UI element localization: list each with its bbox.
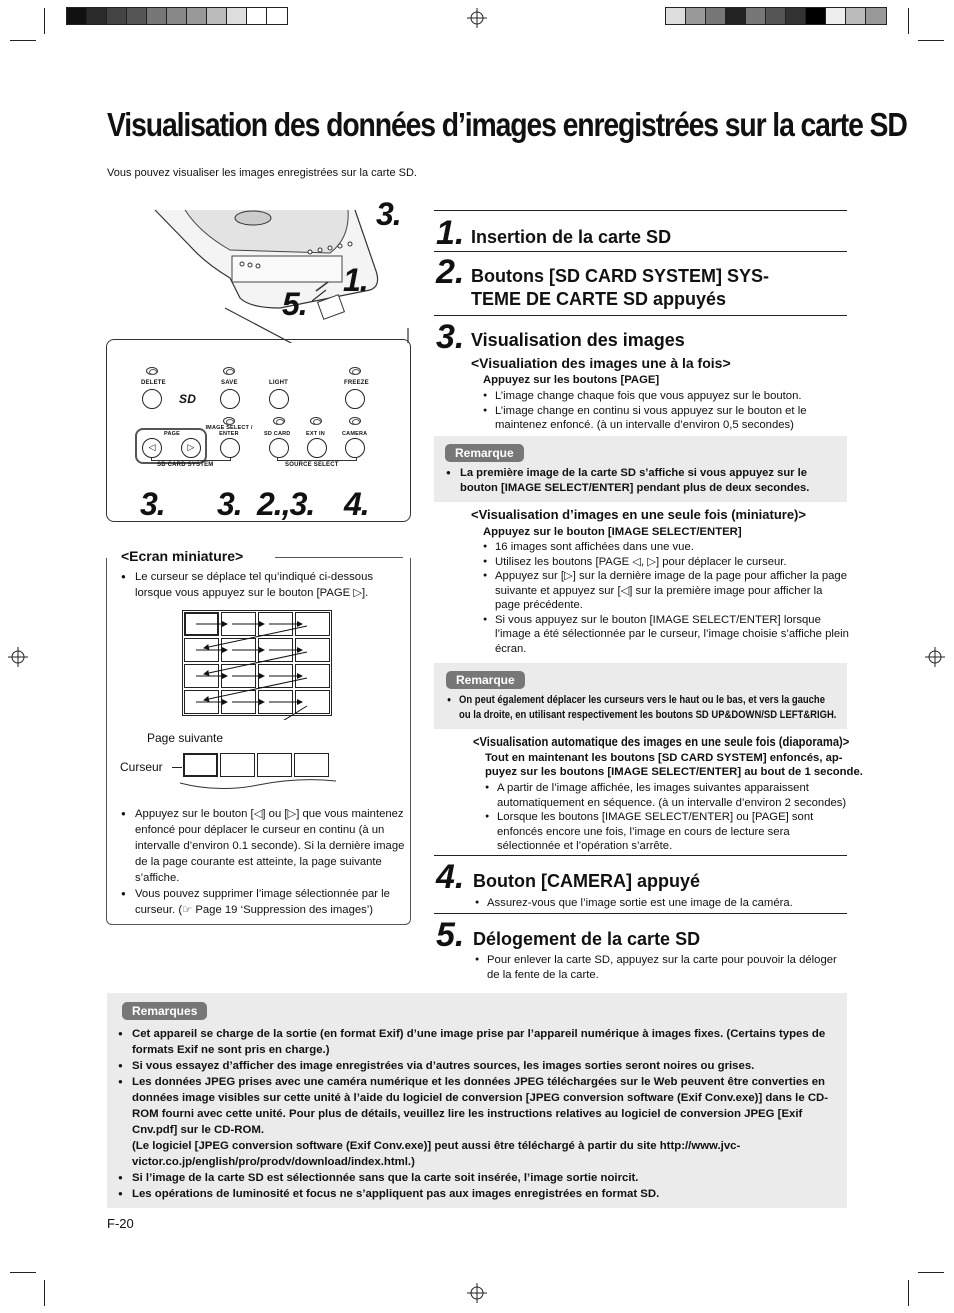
camera-button[interactable] [345,438,365,458]
led-indicator-icon [223,417,235,425]
save-label: SAVE [221,380,238,386]
sd-card-system-label: SD CARD SYSTEM [157,462,214,468]
registration-mark-icon [467,1283,487,1303]
step-3-title: Visualisation des images [471,330,685,350]
divider [275,557,403,558]
step-2-title-line1: Boutons [SD CARD SYSTEM] SYS- [471,266,770,286]
step-divider [434,251,847,252]
diagram-step-4: 4. [344,486,369,522]
torn-edge [178,775,338,795]
thumbnail-cell [183,753,218,777]
diagram-step-3a: 3. [140,486,165,522]
step-1-title: Insertion de la carte SD [471,227,672,247]
intro-text: Vous pouvez visualiser les images enregistrées sur la carte SD. [107,167,417,179]
step-5-number: 5. [436,916,465,954]
ecran-bullet-1: ● Le curseur se déplace tel qu’indiqué ci-dessous lorsque vous appuyez sur le bouton [PAGE ▷]. [121,569,407,601]
ext-in-label: EXT IN [306,431,325,437]
thumbnail-cell [294,753,329,777]
page-label: PAGE [164,431,180,437]
page-left-button[interactable]: ◁ [142,438,162,458]
camera-label: CAMERA [342,431,368,437]
diagram-label-5: 5. [282,286,307,322]
note-2-text: ● On peut également déplacer les curseurs vers le haut ou le bas, et vers la gauche ou la droite, en utilisant respectivement les boutons SD UP&DOWN/SD LEFT&RIGH. [447,693,907,722]
image-select-label: IMAGE SELECT / ENTER [205,425,253,437]
crop-mark [10,1272,36,1273]
diagram-step-3b: 3. [217,486,242,522]
thumbnail-cell [257,753,292,777]
one-at-a-time-bullets: ● L’image change chaque fois que vous appuyez sur le bouton. ● L’image change en continu si vous appuyez sur le bouton et le maintenez enfoncé. (à un intervalle d’environ 0,5 secondes) [483,389,849,433]
miniature-bullets: ● 16 images sont affichées dans une vue. ● Utilisez les boutons [PAGE ◁, ▷] pour déplacer le curseur. ● Appuyez sur [▷] sur la dernière image de la page pour afficher la page suivante et appuyez sur [◁] sur la première image pour afficher la page précédente. ● Si vous appuyez sur le bouton [IMAGE SELECT/ENTER] lorsque l’image a été sélectionnée par le curseur, l’image choisie s’affiche plein écran. [483,540,849,656]
diagram-label-1: 1. [343,262,368,298]
step-divider [434,913,847,914]
device-illustration [150,208,410,343]
crop-mark [908,1280,909,1306]
crop-mark [918,40,944,41]
crop-mark [44,8,45,34]
save-button[interactable] [220,389,240,409]
light-label: LIGHT [269,380,288,386]
step-5-bullets: ● Pour enlever la carte SD, appuyez sur la carte pour pouvoir la déloger de la fente de la carte. [475,953,847,982]
step-divider [434,315,847,316]
step-divider [434,210,847,211]
step-5-title: Délogement de la carte SD [473,929,701,949]
ecran-bullets: ● Appuyez sur le bouton [◁] ou [▷] que vous maintenez enfoncé pour déplacer le curseur en continu (à un intervalle d’environ 0.1 seconde). Si la dernière image de la page courante est atteinte, la page suivante s’affiche. ● Vous pouvez supprimer l’image sélectionnée par le curseur. (☞ Page 19 ‘Suppression des images’) [121,806,407,918]
bracket [277,458,357,461]
note-tag-2: Remarque [446,671,525,689]
note-tag-1: Remarque [445,444,524,462]
page-right-button[interactable]: ▷ [181,438,201,458]
registration-mark-icon [8,647,28,667]
delete-button[interactable] [142,389,162,409]
page-suivante-label: Page suivante [147,731,224,745]
remarks-list: ● Cet appareil se charge de la sortie (en format Exif) d’une image prise par l’appareil numérique à images fixes. (Certains types de formats Exif ne sont pris en charge.) ● Si vous essayez d’afficher des image enregistrées via d’autres sources, les images sorties seront noires ou grises. ● Les données JPEG prises avec une caméra numérique et les données JPEG téléchargées sur le Web peuvent être converties en données image visibles sur cette unité à l’aide du logiciel de conversion [JPEG conversion software (Exif Conv.exe)] dans le CD-ROM fourni avec cette unité. Pour plus de détails, veuillez lire les instructions relatives au logiciel de conversion JPEG [Exif Cnv.pdf] sur le CD-ROM. (Le logiciel [JPEG conversion software (Exif Conv.exe)] peut aussi être téléchargé à partir du site http://www.jvc-victor.co.jp/english/pro/prodv/download/index.html.) ● Si l’image de la carte SD est sélectionnée sans que la carte soit insérée, l’image sortie noircit. ● Les opérations de luminosité et focus ne s’appliquent pas aux images enregistrées en format SD. [118,1026,840,1202]
registration-mark-icon [467,8,487,28]
page-number: F-20 [107,1216,134,1231]
note-1-text: ● La première image de la carte SD s’affiche si vous appuyez sur le bouton [IMAGE SELECT/ENTER] pendant plus de deux secondes. [446,466,842,495]
source-select-label: SOURCE SELECT [285,462,339,468]
sd-card-button[interactable] [269,438,289,458]
sub-heading-slideshow: <Visualisation automatique des images en une seule fois (diaporama)> [473,734,850,749]
slideshow-bullets: ● A partir de l’image affichée, les images suivantes apparaissent automatiquement en séquence. (à un intervalle d’environ 2 secondes) ● Lorsque les boutons [IMAGE SELECT/ENTER] ou [PAGE] sont enfoncés encore une fois, l’image en cours de lecture sera sélectionnée et l’opération s’arrête. [485,781,849,854]
crop-mark [44,1280,45,1306]
diagram-step-23: 2.,3. [257,486,315,522]
sd-logo: SD [179,392,197,406]
registration-mark-icon [925,647,945,667]
bracket [151,458,231,461]
crop-mark [908,8,909,34]
step-2-number: 2. [436,253,465,291]
light-button[interactable] [269,389,289,409]
crop-mark [918,1272,944,1273]
led-indicator-icon [310,417,322,425]
step-1-number: 1. [436,214,465,252]
press-page-instruction: Appuyez sur les boutons [PAGE] [483,374,660,386]
ecran-miniature-title: <Ecran miniature> [121,548,247,564]
freeze-button[interactable] [345,389,365,409]
slideshow-instruction-line1: Tout en maintenant les boutons [SD CARD SYSTEM] enfoncés, ap- [485,752,843,764]
freeze-label: FREEZE [344,380,369,386]
thumbnail-cell [220,753,255,777]
led-indicator-icon [349,417,361,425]
led-indicator-icon [146,367,158,375]
page-title: Visualisation des données d’images enregistrées sur la carte SD [107,106,907,143]
led-indicator-icon [273,417,285,425]
ext-in-button[interactable] [307,438,327,458]
diagram-label-3: 3. [376,196,401,232]
led-indicator-icon [223,367,235,375]
curseur-pointer-line [172,767,182,768]
sub-heading-one-at-a-time: <Visualiation des images une à la fois> [471,355,731,371]
crop-mark [10,40,36,41]
led-indicator-icon [349,367,361,375]
sd-card-label: SD CARD [264,431,291,437]
sub-heading-miniature: <Visualisation d’images en une seule fois (miniature)> [471,507,806,522]
cursor-path-arrows [182,610,332,720]
step-4-number: 4. [436,858,465,896]
slideshow-instruction-line2: puyez sur les boutons [IMAGE SELECT/ENTER] au bout de 1 seconde. [485,766,863,778]
press-image-select-instruction: Appuyez sur le bouton [IMAGE SELECT/ENTER] [483,526,742,538]
step-divider [434,855,847,856]
step-4-title: Bouton [CAMERA] appuyé [473,871,700,891]
remarks-tag: Remarques [122,1002,207,1020]
curseur-label: Curseur [120,760,163,774]
step-2-title-line2: TEME DE CARTE SD appuyés [471,289,727,309]
step-4-bullets: ● Assurez-vous que l’image sortie est une image de la caméra. [475,896,847,911]
delete-label: DELETE [141,380,166,386]
color-bar-left [66,7,288,25]
step-3-number: 3. [436,318,465,356]
image-select-enter-button[interactable] [220,438,240,458]
color-bar-right [665,7,887,25]
